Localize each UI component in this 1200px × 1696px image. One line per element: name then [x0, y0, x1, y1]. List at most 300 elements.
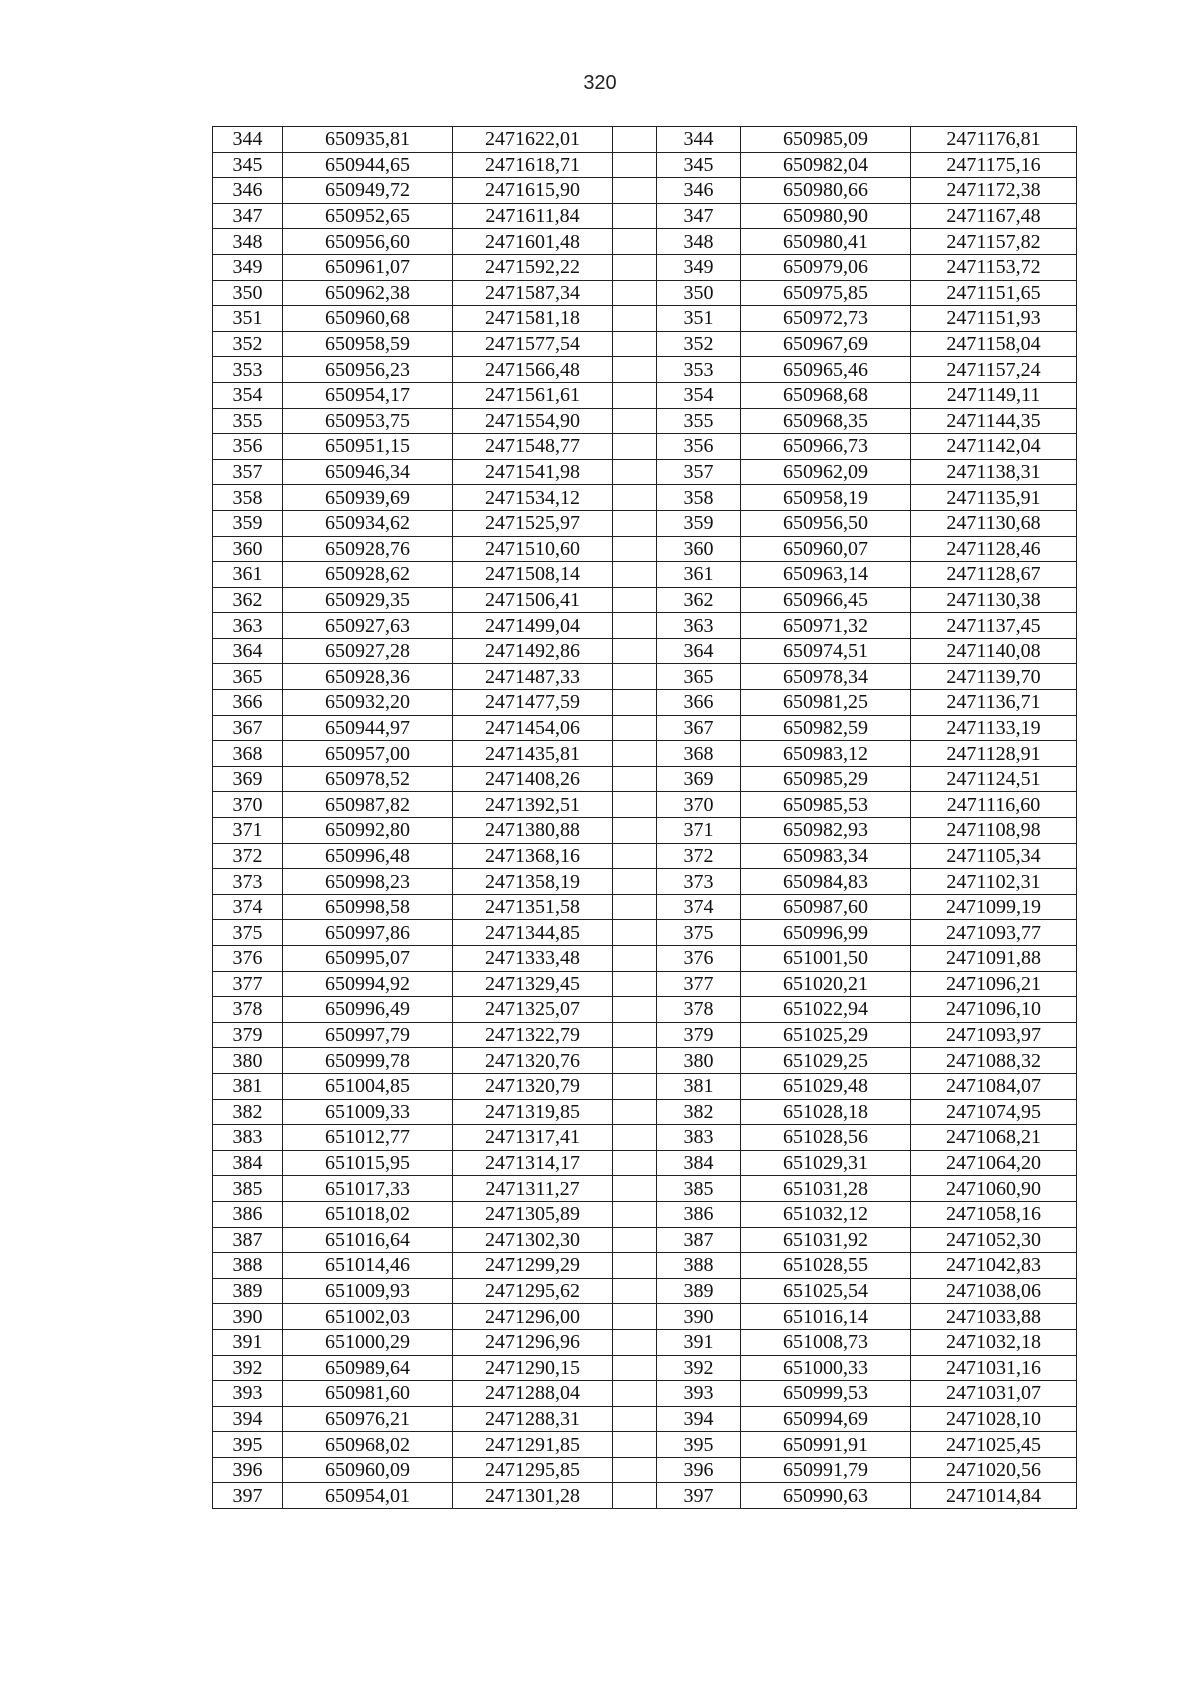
- y-coordinate-cell: 2471032,18: [911, 1329, 1077, 1355]
- y-coordinate-cell: 2471093,97: [911, 1022, 1077, 1048]
- point-number-cell: 350: [213, 280, 283, 306]
- point-number-cell: 383: [657, 1125, 741, 1151]
- table-row: [213, 1227, 1077, 1253]
- empty-cell: [613, 1355, 657, 1381]
- empty-cell: [613, 613, 657, 639]
- x-coordinate-cell: 650968,68: [741, 382, 911, 408]
- point-number-cell: 395: [657, 1432, 741, 1458]
- table-row: [213, 178, 1077, 204]
- x-coordinate-cell: 651029,48: [741, 1073, 911, 1099]
- y-coordinate-cell: 2471151,93: [911, 306, 1077, 332]
- x-coordinate-cell: 650997,86: [283, 920, 453, 946]
- y-coordinate-cell: 2471333,48: [453, 946, 613, 972]
- point-number-cell: 391: [657, 1329, 741, 1355]
- x-coordinate-cell: 651017,33: [283, 1176, 453, 1202]
- y-coordinate-cell: 2471158,04: [911, 331, 1077, 357]
- y-coordinate-cell: 2471175,16: [911, 152, 1077, 178]
- x-coordinate-cell: 650995,07: [283, 946, 453, 972]
- y-coordinate-cell: 2471592,22: [453, 254, 613, 280]
- y-coordinate-cell: 2471128,91: [911, 741, 1077, 767]
- point-number-cell: 347: [657, 203, 741, 229]
- empty-cell: [613, 1381, 657, 1407]
- table-row: [213, 587, 1077, 613]
- point-number-cell: 363: [213, 613, 283, 639]
- table-row: [213, 562, 1077, 588]
- point-number-cell: 346: [213, 178, 283, 204]
- point-number-cell: 367: [657, 715, 741, 741]
- y-coordinate-cell: 2471176,81: [911, 127, 1077, 153]
- x-coordinate-cell: 650998,58: [283, 894, 453, 920]
- empty-cell: [613, 229, 657, 255]
- x-coordinate-cell: 650956,60: [283, 229, 453, 255]
- point-number-cell: 350: [657, 280, 741, 306]
- point-number-cell: 382: [657, 1099, 741, 1125]
- point-number-cell: 386: [657, 1201, 741, 1227]
- point-number-cell: 374: [657, 894, 741, 920]
- empty-cell: [613, 1253, 657, 1279]
- empty-cell: [613, 1099, 657, 1125]
- y-coordinate-cell: 2471105,34: [911, 843, 1077, 869]
- point-number-cell: 344: [213, 127, 283, 153]
- y-coordinate-cell: 2471124,51: [911, 766, 1077, 792]
- y-coordinate-cell: 2471320,76: [453, 1048, 613, 1074]
- y-coordinate-cell: 2471149,11: [911, 382, 1077, 408]
- table-row: [213, 613, 1077, 639]
- x-coordinate-cell: 650980,66: [741, 178, 911, 204]
- empty-cell: [613, 459, 657, 485]
- x-coordinate-cell: 650949,72: [283, 178, 453, 204]
- table-row: [213, 920, 1077, 946]
- point-number-cell: 345: [657, 152, 741, 178]
- point-number-cell: 355: [213, 408, 283, 434]
- table-row: [213, 536, 1077, 562]
- y-coordinate-cell: 2471541,98: [453, 459, 613, 485]
- table-row: [213, 869, 1077, 895]
- point-number-cell: 348: [213, 229, 283, 255]
- point-number-cell: 349: [657, 254, 741, 280]
- point-number-cell: 363: [657, 613, 741, 639]
- table-row: [213, 818, 1077, 844]
- table-row: [213, 1432, 1077, 1458]
- x-coordinate-cell: 650985,29: [741, 766, 911, 792]
- y-coordinate-cell: 2471042,83: [911, 1253, 1077, 1279]
- point-number-cell: 377: [657, 971, 741, 997]
- x-coordinate-cell: 651016,64: [283, 1227, 453, 1253]
- empty-cell: [613, 357, 657, 383]
- point-number-cell: 372: [657, 843, 741, 869]
- page-number: 320: [583, 72, 617, 94]
- x-coordinate-cell: 651029,31: [741, 1150, 911, 1176]
- table-row: [213, 971, 1077, 997]
- point-number-cell: 357: [213, 459, 283, 485]
- table-row: [213, 946, 1077, 972]
- y-coordinate-cell: 2471074,95: [911, 1099, 1077, 1125]
- empty-cell: [613, 792, 657, 818]
- y-coordinate-cell: 2471142,04: [911, 434, 1077, 460]
- y-coordinate-cell: 2471611,84: [453, 203, 613, 229]
- x-coordinate-cell: 651028,18: [741, 1099, 911, 1125]
- x-coordinate-cell: 650960,09: [283, 1457, 453, 1483]
- x-coordinate-cell: 650994,69: [741, 1406, 911, 1432]
- x-coordinate-cell: 651014,46: [283, 1253, 453, 1279]
- x-coordinate-cell: 650980,41: [741, 229, 911, 255]
- y-coordinate-cell: 2471506,41: [453, 587, 613, 613]
- table-row: [213, 203, 1077, 229]
- y-coordinate-cell: 2471088,32: [911, 1048, 1077, 1074]
- y-coordinate-cell: 2471392,51: [453, 792, 613, 818]
- point-number-cell: 388: [213, 1253, 283, 1279]
- empty-cell: [613, 1022, 657, 1048]
- y-coordinate-cell: 2471025,45: [911, 1432, 1077, 1458]
- point-number-cell: 368: [213, 741, 283, 767]
- point-number-cell: 366: [213, 690, 283, 716]
- point-number-cell: 348: [657, 229, 741, 255]
- table-row: [213, 280, 1077, 306]
- y-coordinate-cell: 2471157,24: [911, 357, 1077, 383]
- x-coordinate-cell: 650958,19: [741, 485, 911, 511]
- x-coordinate-cell: 650976,21: [283, 1406, 453, 1432]
- point-number-cell: 378: [657, 997, 741, 1023]
- empty-cell: [613, 690, 657, 716]
- empty-cell: [613, 1073, 657, 1099]
- table-row: [213, 127, 1077, 153]
- y-coordinate-cell: 2471525,97: [453, 510, 613, 536]
- table-row: [213, 485, 1077, 511]
- x-coordinate-cell: 651031,28: [741, 1176, 911, 1202]
- x-coordinate-cell: 651008,73: [741, 1329, 911, 1355]
- y-coordinate-cell: 2471138,31: [911, 459, 1077, 485]
- y-coordinate-cell: 2471137,45: [911, 613, 1077, 639]
- point-number-cell: 392: [213, 1355, 283, 1381]
- x-coordinate-cell: 650952,65: [283, 203, 453, 229]
- empty-cell: [613, 1227, 657, 1253]
- x-coordinate-cell: 650956,23: [283, 357, 453, 383]
- empty-cell: [613, 434, 657, 460]
- x-coordinate-cell: 650965,46: [741, 357, 911, 383]
- empty-cell: [613, 1304, 657, 1330]
- table-row: [213, 434, 1077, 460]
- x-coordinate-cell: 650985,53: [741, 792, 911, 818]
- point-number-cell: 368: [657, 741, 741, 767]
- point-number-cell: 373: [213, 869, 283, 895]
- y-coordinate-cell: 2471068,21: [911, 1125, 1077, 1151]
- y-coordinate-cell: 2471317,41: [453, 1125, 613, 1151]
- x-coordinate-cell: 650982,04: [741, 152, 911, 178]
- x-coordinate-cell: 650944,65: [283, 152, 453, 178]
- point-number-cell: 375: [657, 920, 741, 946]
- y-coordinate-cell: 2471136,71: [911, 690, 1077, 716]
- point-number-cell: 387: [657, 1227, 741, 1253]
- y-coordinate-cell: 2471031,16: [911, 1355, 1077, 1381]
- point-number-cell: 393: [657, 1381, 741, 1407]
- y-coordinate-cell: 2471084,07: [911, 1073, 1077, 1099]
- x-coordinate-cell: 650984,83: [741, 869, 911, 895]
- table-row: [213, 459, 1077, 485]
- point-number-cell: 346: [657, 178, 741, 204]
- x-coordinate-cell: 650961,07: [283, 254, 453, 280]
- x-coordinate-cell: 651020,21: [741, 971, 911, 997]
- point-number-cell: 396: [213, 1457, 283, 1483]
- y-coordinate-cell: 2471329,45: [453, 971, 613, 997]
- table-row: [213, 1150, 1077, 1176]
- x-coordinate-cell: 651000,29: [283, 1329, 453, 1355]
- point-number-cell: 389: [213, 1278, 283, 1304]
- x-coordinate-cell: 650957,00: [283, 741, 453, 767]
- x-coordinate-cell: 650981,25: [741, 690, 911, 716]
- table-row: [213, 638, 1077, 664]
- x-coordinate-cell: 650979,06: [741, 254, 911, 280]
- point-number-cell: 375: [213, 920, 283, 946]
- x-coordinate-cell: 650983,34: [741, 843, 911, 869]
- x-coordinate-cell: 650982,59: [741, 715, 911, 741]
- table-row: [213, 1253, 1077, 1279]
- y-coordinate-cell: 2471099,19: [911, 894, 1077, 920]
- empty-cell: [613, 1278, 657, 1304]
- y-coordinate-cell: 2471344,85: [453, 920, 613, 946]
- table-row: [213, 792, 1077, 818]
- y-coordinate-cell: 2471351,58: [453, 894, 613, 920]
- empty-cell: [613, 741, 657, 767]
- x-coordinate-cell: 650972,73: [741, 306, 911, 332]
- x-coordinate-cell: 650978,52: [283, 766, 453, 792]
- y-coordinate-cell: 2471091,88: [911, 946, 1077, 972]
- y-coordinate-cell: 2471561,61: [453, 382, 613, 408]
- empty-cell: [613, 869, 657, 895]
- x-coordinate-cell: 650987,82: [283, 792, 453, 818]
- empty-cell: [613, 946, 657, 972]
- point-number-cell: 372: [213, 843, 283, 869]
- point-number-cell: 381: [213, 1073, 283, 1099]
- x-coordinate-cell: 651004,85: [283, 1073, 453, 1099]
- x-coordinate-cell: 651000,33: [741, 1355, 911, 1381]
- x-coordinate-cell: 650962,09: [741, 459, 911, 485]
- x-coordinate-cell: 650951,15: [283, 434, 453, 460]
- table-row: [213, 152, 1077, 178]
- x-coordinate-cell: 650967,69: [741, 331, 911, 357]
- x-coordinate-cell: 650983,12: [741, 741, 911, 767]
- point-number-cell: 380: [213, 1048, 283, 1074]
- x-coordinate-cell: 650960,07: [741, 536, 911, 562]
- x-coordinate-cell: 650998,23: [283, 869, 453, 895]
- point-number-cell: 358: [213, 485, 283, 511]
- empty-cell: [613, 280, 657, 306]
- y-coordinate-cell: 2471601,48: [453, 229, 613, 255]
- point-number-cell: 351: [213, 306, 283, 332]
- x-coordinate-cell: 650990,63: [741, 1483, 911, 1509]
- empty-cell: [613, 920, 657, 946]
- point-number-cell: 383: [213, 1125, 283, 1151]
- y-coordinate-cell: 2471408,26: [453, 766, 613, 792]
- empty-cell: [613, 1329, 657, 1355]
- y-coordinate-cell: 2471487,33: [453, 664, 613, 690]
- table-row: [213, 331, 1077, 357]
- empty-cell: [613, 818, 657, 844]
- point-number-cell: 376: [657, 946, 741, 972]
- x-coordinate-cell: 650934,62: [283, 510, 453, 536]
- y-coordinate-cell: 2471492,86: [453, 638, 613, 664]
- table-row: [213, 1099, 1077, 1125]
- empty-cell: [613, 766, 657, 792]
- point-number-cell: 361: [213, 562, 283, 588]
- table-row: [213, 1048, 1077, 1074]
- x-coordinate-cell: 650994,92: [283, 971, 453, 997]
- empty-cell: [613, 562, 657, 588]
- x-coordinate-cell: 650978,34: [741, 664, 911, 690]
- point-number-cell: 393: [213, 1381, 283, 1407]
- point-number-cell: 354: [213, 382, 283, 408]
- point-number-cell: 347: [213, 203, 283, 229]
- empty-cell: [613, 971, 657, 997]
- y-coordinate-cell: 2471615,90: [453, 178, 613, 204]
- y-coordinate-cell: 2471151,65: [911, 280, 1077, 306]
- y-coordinate-cell: 2471028,10: [911, 1406, 1077, 1432]
- point-number-cell: 382: [213, 1099, 283, 1125]
- x-coordinate-cell: 651031,92: [741, 1227, 911, 1253]
- x-coordinate-cell: 650996,99: [741, 920, 911, 946]
- y-coordinate-cell: 2471135,91: [911, 485, 1077, 511]
- empty-cell: [613, 1176, 657, 1202]
- table-row: [213, 690, 1077, 716]
- x-coordinate-cell: 651015,95: [283, 1150, 453, 1176]
- y-coordinate-cell: 2471368,16: [453, 843, 613, 869]
- y-coordinate-cell: 2471510,60: [453, 536, 613, 562]
- table-row: [213, 1329, 1077, 1355]
- empty-cell: [613, 894, 657, 920]
- point-number-cell: 396: [657, 1457, 741, 1483]
- x-coordinate-cell: 650991,91: [741, 1432, 911, 1458]
- table-row: [213, 1457, 1077, 1483]
- x-coordinate-cell: 651025,54: [741, 1278, 911, 1304]
- y-coordinate-cell: 2471038,06: [911, 1278, 1077, 1304]
- point-number-cell: 386: [213, 1201, 283, 1227]
- y-coordinate-cell: 2471587,34: [453, 280, 613, 306]
- table-row: [213, 229, 1077, 255]
- y-coordinate-cell: 2471577,54: [453, 331, 613, 357]
- point-number-cell: 397: [213, 1483, 283, 1509]
- x-coordinate-cell: 650954,17: [283, 382, 453, 408]
- y-coordinate-cell: 2471291,85: [453, 1432, 613, 1458]
- y-coordinate-cell: 2471554,90: [453, 408, 613, 434]
- coordinates-table-body: [213, 127, 1077, 1509]
- point-number-cell: 384: [213, 1150, 283, 1176]
- x-coordinate-cell: 651012,77: [283, 1125, 453, 1151]
- point-number-cell: 345: [213, 152, 283, 178]
- y-coordinate-cell: 2471618,71: [453, 152, 613, 178]
- point-number-cell: 364: [213, 638, 283, 664]
- y-coordinate-cell: 2471128,46: [911, 536, 1077, 562]
- x-coordinate-cell: 650982,93: [741, 818, 911, 844]
- x-coordinate-cell: 650966,45: [741, 587, 911, 613]
- y-coordinate-cell: 2471296,00: [453, 1304, 613, 1330]
- table-row: [213, 766, 1077, 792]
- table-row: [213, 1304, 1077, 1330]
- table-row: [213, 1278, 1077, 1304]
- table-row: [213, 1022, 1077, 1048]
- y-coordinate-cell: 2471128,67: [911, 562, 1077, 588]
- y-coordinate-cell: 2471052,30: [911, 1227, 1077, 1253]
- y-coordinate-cell: 2471157,82: [911, 229, 1077, 255]
- table-row: [213, 1201, 1077, 1227]
- x-coordinate-cell: 650975,85: [741, 280, 911, 306]
- x-coordinate-cell: 650935,81: [283, 127, 453, 153]
- point-number-cell: 397: [657, 1483, 741, 1509]
- y-coordinate-cell: 2471060,90: [911, 1176, 1077, 1202]
- y-coordinate-cell: 2471020,56: [911, 1457, 1077, 1483]
- y-coordinate-cell: 2471033,88: [911, 1304, 1077, 1330]
- table-row: [213, 1483, 1077, 1509]
- x-coordinate-cell: 650927,63: [283, 613, 453, 639]
- y-coordinate-cell: 2471302,30: [453, 1227, 613, 1253]
- x-coordinate-cell: 651025,29: [741, 1022, 911, 1048]
- x-coordinate-cell: 650999,53: [741, 1381, 911, 1407]
- x-coordinate-cell: 651022,94: [741, 997, 911, 1023]
- x-coordinate-cell: 650953,75: [283, 408, 453, 434]
- y-coordinate-cell: 2471581,18: [453, 306, 613, 332]
- y-coordinate-cell: 2471130,38: [911, 587, 1077, 613]
- y-coordinate-cell: 2471290,15: [453, 1355, 613, 1381]
- y-coordinate-cell: 2471435,81: [453, 741, 613, 767]
- point-number-cell: 379: [657, 1022, 741, 1048]
- point-number-cell: 380: [657, 1048, 741, 1074]
- empty-cell: [613, 664, 657, 690]
- y-coordinate-cell: 2471305,89: [453, 1201, 613, 1227]
- table-row: [213, 843, 1077, 869]
- x-coordinate-cell: 651001,50: [741, 946, 911, 972]
- empty-cell: [613, 331, 657, 357]
- empty-cell: [613, 485, 657, 511]
- point-number-cell: 394: [213, 1406, 283, 1432]
- y-coordinate-cell: 2471454,06: [453, 715, 613, 741]
- table-row: [213, 715, 1077, 741]
- point-number-cell: 364: [657, 638, 741, 664]
- point-number-cell: 394: [657, 1406, 741, 1432]
- x-coordinate-cell: 650985,09: [741, 127, 911, 153]
- x-coordinate-cell: 651028,55: [741, 1253, 911, 1279]
- y-coordinate-cell: 2471295,85: [453, 1457, 613, 1483]
- point-number-cell: 353: [213, 357, 283, 383]
- y-coordinate-cell: 2471130,68: [911, 510, 1077, 536]
- x-coordinate-cell: 650992,80: [283, 818, 453, 844]
- point-number-cell: 358: [657, 485, 741, 511]
- x-coordinate-cell: 650960,68: [283, 306, 453, 332]
- x-coordinate-cell: 651029,25: [741, 1048, 911, 1074]
- y-coordinate-cell: 2471380,88: [453, 818, 613, 844]
- table-row: [213, 382, 1077, 408]
- x-coordinate-cell: 650929,35: [283, 587, 453, 613]
- empty-cell: [613, 1125, 657, 1151]
- point-number-cell: 353: [657, 357, 741, 383]
- y-coordinate-cell: 2471320,79: [453, 1073, 613, 1099]
- y-coordinate-cell: 2471102,31: [911, 869, 1077, 895]
- y-coordinate-cell: 2471139,70: [911, 664, 1077, 690]
- point-number-cell: 370: [657, 792, 741, 818]
- table-row: [213, 254, 1077, 280]
- empty-cell: [613, 1048, 657, 1074]
- y-coordinate-cell: 2471064,20: [911, 1150, 1077, 1176]
- table-row: [213, 1073, 1077, 1099]
- x-coordinate-cell: 650944,97: [283, 715, 453, 741]
- empty-cell: [613, 1406, 657, 1432]
- y-coordinate-cell: 2471108,98: [911, 818, 1077, 844]
- y-coordinate-cell: 2471031,07: [911, 1381, 1077, 1407]
- point-number-cell: 356: [213, 434, 283, 460]
- y-coordinate-cell: 2471116,60: [911, 792, 1077, 818]
- x-coordinate-cell: 650974,51: [741, 638, 911, 664]
- empty-cell: [613, 178, 657, 204]
- point-number-cell: 388: [657, 1253, 741, 1279]
- y-coordinate-cell: 2471096,10: [911, 997, 1077, 1023]
- x-coordinate-cell: 651009,33: [283, 1099, 453, 1125]
